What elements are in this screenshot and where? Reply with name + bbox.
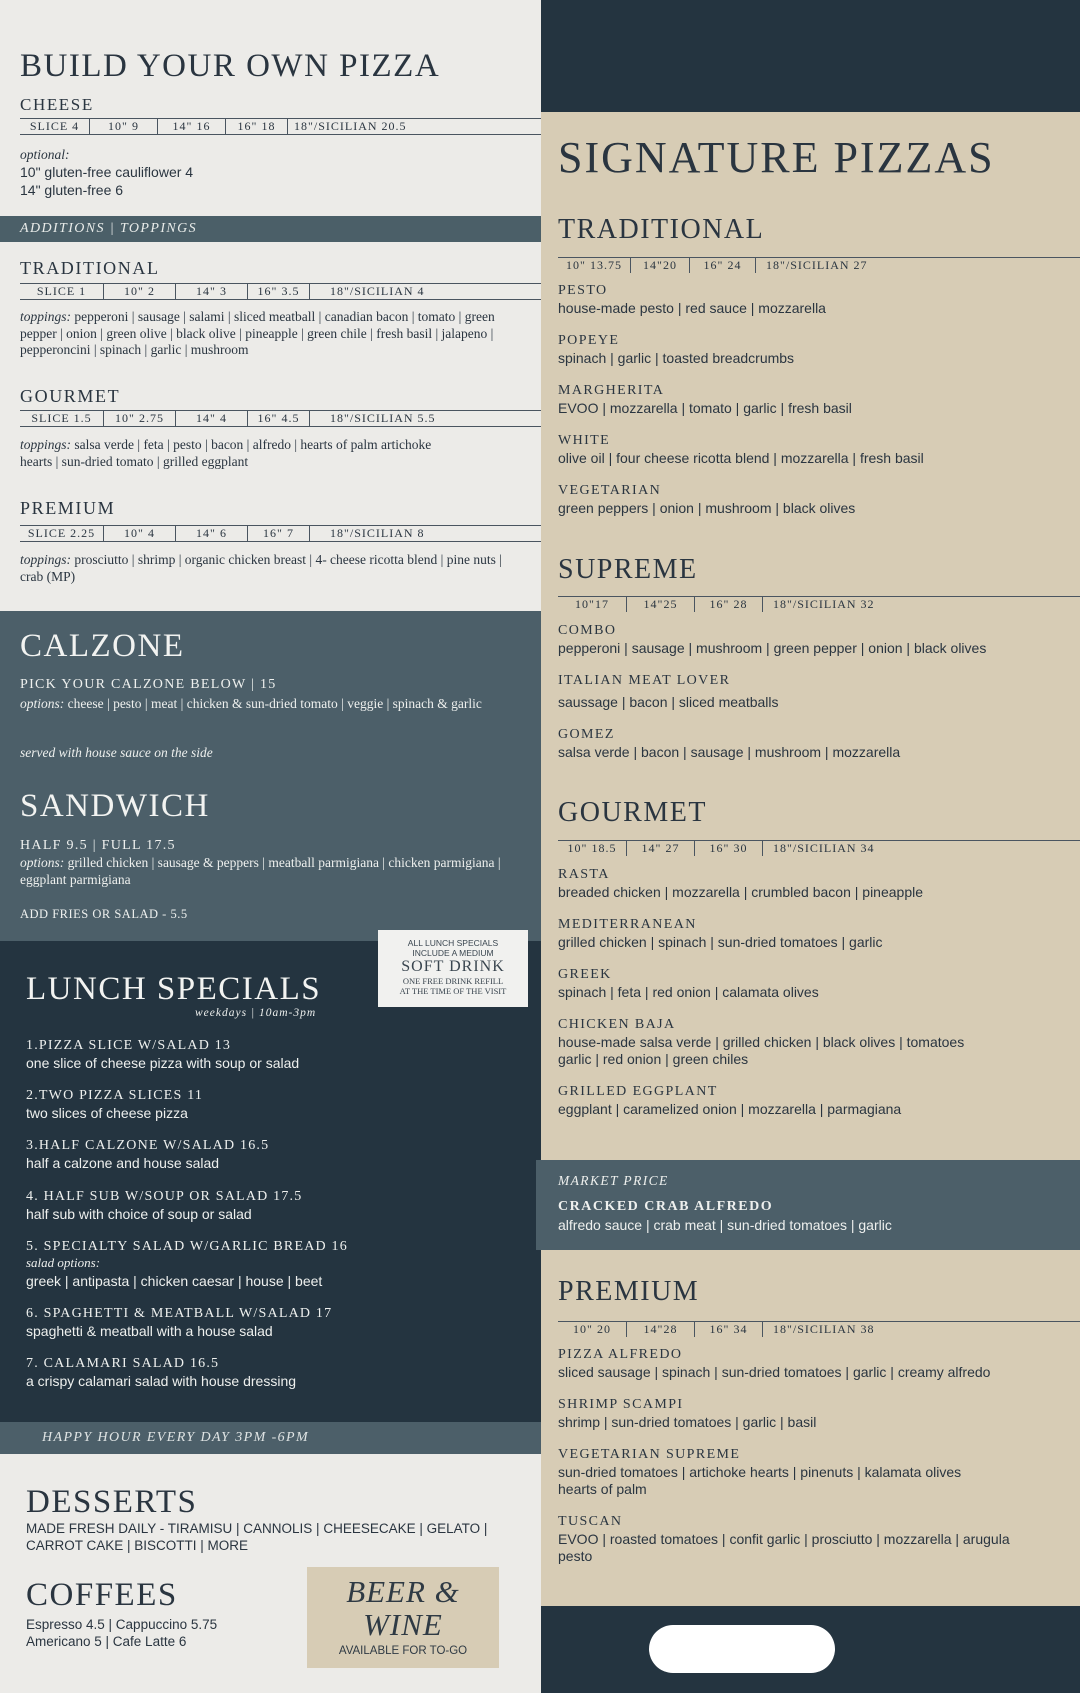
additions-bar: ADDITIONS | TOPPINGS	[0, 216, 541, 242]
sig-gourmet-label: GOURMET	[558, 797, 707, 828]
redaction-blob	[649, 1625, 835, 1673]
desserts-line: MADE FRESH DAILY - TIRAMISU | CANNOLIS | CHEESECAKE | GELATO |	[26, 1521, 488, 1536]
traditional-toppings	[20, 309, 520, 359]
gourmet-toppings	[20, 437, 450, 470]
market-item-desc: alfredo sauce | crab meat | sun-dried tomatoes | garlic	[558, 1217, 892, 1233]
price-cell: 16" 30	[695, 841, 763, 856]
pizza-desc: spinach | garlic | toasted breadcrumbs	[558, 350, 795, 366]
pizza-desc: house-made pesto | red sauce | mozzarella	[558, 300, 826, 316]
price-cell: 10" 4	[104, 526, 176, 541]
premium-price-table	[20, 525, 541, 542]
price-cell: 18"/SICILIAN 5.5	[330, 411, 436, 425]
pizza-name: VEGETARIAN	[558, 483, 662, 498]
price-cell: 16" 4.5	[248, 411, 310, 426]
build-title: BUILD YOUR OWN PIZZA	[20, 48, 441, 84]
signature-title: SIGNATURE PIZZAS	[558, 133, 995, 182]
cheese-price-table	[20, 118, 541, 135]
options-label: options:	[20, 855, 65, 870]
beer-wine-sub: AVAILABLE FOR TO-GO	[338, 1645, 468, 1657]
price-cell: 14" 27	[627, 841, 695, 856]
optional-label: optional:	[20, 147, 70, 162]
desserts-coffees-section	[0, 1454, 541, 1693]
pizza-desc: shrimp | sun-dried tomatoes | garlic | basil	[558, 1414, 817, 1430]
desserts-title: DESSERTS	[26, 1484, 198, 1520]
price-cell: 10"17	[558, 597, 627, 612]
calzone-served: served with house sauce on the side	[20, 745, 213, 760]
price-cell: 14"28	[627, 1322, 695, 1337]
sig-gourmet-prices	[558, 840, 1080, 856]
toppings-label: toppings:	[20, 552, 72, 567]
soft-drink-line: ALL LUNCH SPECIALS	[407, 938, 499, 948]
toppings-label: toppings:	[20, 437, 72, 452]
sig-traditional-prices	[558, 257, 1080, 273]
lunch-item-title: 4. HALF SUB W/SOUP OR SALAD 17.5	[26, 1189, 303, 1204]
pizza-name: TUSCAN	[558, 1514, 623, 1529]
premium-label: PREMIUM	[20, 498, 116, 518]
market-price-band	[536, 1160, 1080, 1250]
price-cell: 16" 3.5	[248, 284, 310, 299]
price-cell: 10" 20	[558, 1322, 627, 1337]
pizza-name: SHRIMP SCAMPI	[558, 1397, 684, 1412]
pizza-desc: grilled chicken | spinach | sun-dried tomatoes | garlic	[558, 934, 883, 950]
cheese-label: CHEESE	[20, 95, 94, 114]
pizza-desc: EVOO | roasted tomatoes | confit garlic | prosciutto | mozzarella | arugula	[558, 1531, 1010, 1547]
price-cell: 16" 24	[690, 258, 756, 273]
premium-toppings	[20, 552, 520, 585]
lunch-item-desc: greek | antipasta | chicken caesar | house | beet	[26, 1273, 323, 1289]
soft-drink-box	[378, 930, 528, 1007]
price-cell: 16" 34	[695, 1322, 763, 1337]
soft-drink-line: AT THE TIME OF THE VISIT	[399, 986, 507, 996]
price-cell: SLICE 1.5	[20, 411, 104, 426]
traditional-price-table	[20, 283, 541, 300]
pizza-name: GRILLED EGGPLANT	[558, 1084, 718, 1099]
toppings-text: pepperoni | sausage | salami | sliced meatball | canadian bacon | tomato | green pepper | onion | green olive | black olive | pineapple | green chile | fresh basil | jalapeno | pepperoncini | spinach | garlic | mushroom	[20, 309, 495, 357]
price-cell: 18"/SICILIAN 8	[330, 526, 425, 540]
lunch-item-title: 5. SPECIALTY SALAD W/GARLIC BREAD 16	[26, 1239, 348, 1254]
right-header-band	[541, 0, 1080, 112]
options-label: options:	[20, 696, 65, 711]
lunch-item-title: 2.TWO PIZZA SLICES 11	[26, 1088, 204, 1103]
market-label: MARKET PRICE	[558, 1173, 669, 1188]
price-cell: 14" 4	[176, 411, 248, 426]
pizza-name: RASTA	[558, 867, 610, 882]
gourmet-label: GOURMET	[20, 386, 121, 406]
pizza-desc: pepperoni | sausage | mushroom | green pepper | onion | black olives	[558, 640, 987, 656]
price-cell: 16" 18	[226, 119, 288, 134]
price-cell: 16" 28	[695, 597, 763, 612]
sig-premium-prices	[558, 1321, 1080, 1337]
lunch-hours: weekdays | 10am-3pm	[195, 1007, 317, 1019]
pizza-name: CHICKEN BAJA	[558, 1017, 676, 1032]
pizza-desc: eggplant | caramelized onion | mozzarella | parmagiana	[558, 1101, 902, 1117]
lunch-item-title: 6. SPAGHETTI & MEATBALL W/SALAD 17	[26, 1306, 333, 1321]
price-cell: SLICE 4	[20, 119, 90, 134]
pizza-name: MARGHERITA	[558, 383, 665, 398]
toppings-text: salsa verde | feta | pesto | bacon | alfredo | hearts of palm artichoke hearts | sun-dried tomato | grilled eggplant	[20, 437, 432, 469]
lunch-item-desc: half sub with choice of soup or salad	[26, 1206, 252, 1222]
pizza-desc: saussage | bacon | sliced meatballs	[558, 694, 779, 710]
pizza-desc: sliced sausage | spinach | sun-dried tomatoes | garlic | creamy alfredo	[558, 1364, 991, 1380]
lunch-item-title: 1.PIZZA SLICE W/SALAD 13	[26, 1038, 232, 1053]
lunch-item-desc: two slices of cheese pizza	[26, 1105, 188, 1121]
beer-wine-box	[307, 1567, 499, 1668]
pizza-desc: olive oil | four cheese ricotta blend | mozzarella | fresh basil	[558, 450, 924, 466]
pizza-desc: house-made salsa verde | grilled chicken | black olives | tomatoes	[558, 1034, 965, 1050]
coffees-line: Americano 5 | Cafe Latte 6	[26, 1634, 187, 1649]
beer-wine-title: BEER &	[346, 1574, 460, 1609]
price-cell: 14" 3	[176, 284, 248, 299]
pizza-desc: salsa verde | bacon | sausage | mushroom | mozzarella	[558, 744, 901, 760]
price-cell: 18"/SICILIAN 27	[766, 258, 868, 272]
right-footer-band	[541, 1606, 1080, 1693]
signature-pizzas-section	[541, 112, 1080, 1606]
pizza-name: WHITE	[558, 433, 611, 448]
optional-line: 10" gluten-free cauliflower 4	[20, 164, 194, 180]
coffees-line: Espresso 4.5 | Cappuccino 5.75	[26, 1617, 218, 1632]
price-cell: 18"/SICILIAN 20.5	[294, 119, 407, 133]
soft-drink-line: INCLUDE A MEDIUM	[412, 948, 494, 958]
pizza-desc: hearts of palm	[558, 1481, 647, 1497]
price-cell: SLICE 1	[20, 284, 104, 299]
price-cell: 18"/SICILIAN 32	[773, 597, 875, 611]
pizza-name: GREEK	[558, 967, 612, 982]
calzone-options	[20, 696, 510, 713]
optional-line: 14" gluten-free 6	[20, 182, 124, 198]
pizza-desc: pesto	[558, 1548, 593, 1564]
pizza-name: MEDITERRANEAN	[558, 917, 697, 932]
price-cell: 10" 2.75	[104, 411, 176, 426]
price-cell: 14"20	[631, 258, 690, 273]
pizza-name: VEGETARIAN SUPREME	[558, 1447, 741, 1462]
sandwich-title: SANDWICH	[20, 788, 210, 824]
calzone-title: CALZONE	[20, 628, 185, 664]
lunch-item-desc: half a calzone and house salad	[26, 1155, 220, 1171]
pizza-name: GOMEZ	[558, 727, 615, 742]
price-cell: 18"/SICILIAN 38	[773, 1322, 875, 1336]
lunch-item-desc: spaghetti & meatball with a house salad	[26, 1323, 273, 1339]
price-cell: 18"/SICILIAN 34	[773, 841, 875, 855]
price-cell: 10" 13.75	[558, 258, 631, 273]
price-cell: 10" 18.5	[558, 841, 627, 856]
options-text: cheese | pesto | meat | chicken & sun-dried tomato | veggie | spinach & garlic	[67, 696, 482, 711]
pizza-name: ITALIAN MEAT LOVER	[558, 673, 731, 688]
pizza-desc: breaded chicken | mozzarella | crumbled bacon | pineapple	[558, 884, 924, 900]
sig-supreme-prices	[558, 596, 1080, 612]
pizza-name: COMBO	[558, 623, 617, 638]
lunch-item-title: 3.HALF CALZONE W/SALAD 16.5	[26, 1138, 270, 1153]
lunch-item-desc: a crispy calamari salad with house dressing	[26, 1373, 297, 1389]
coffees-title: COFFEES	[26, 1577, 178, 1613]
sig-traditional-label: TRADITIONAL	[558, 214, 765, 245]
price-cell: 18"/SICILIAN 4	[330, 284, 425, 298]
sig-premium-label: PREMIUM	[558, 1276, 700, 1307]
lunch-item-desc: one slice of cheese pizza with soup or salad	[26, 1055, 300, 1071]
toppings-text: prosciutto | shrimp | organic chicken breast | 4- cheese ricotta blend | pine nuts | crab (MP)	[20, 552, 502, 584]
pizza-desc: green peppers | onion | mushroom | black olives	[558, 500, 856, 516]
desserts-line: CARROT CAKE | BISCOTTI | MORE	[26, 1538, 249, 1553]
gourmet-price-table	[20, 410, 541, 427]
sandwich-options	[20, 855, 510, 888]
pizza-name: PESTO	[558, 283, 608, 298]
beer-wine-title: WINE	[363, 1607, 443, 1642]
lunch-item-note: salad options:	[26, 1255, 101, 1270]
sig-supreme-label: SUPREME	[558, 554, 698, 585]
price-cell: 10" 9	[90, 119, 158, 134]
lunch-item-title: 7. CALAMARI SALAD 16.5	[26, 1356, 220, 1371]
soft-drink-line: ONE FREE DRINK REFILL	[402, 976, 504, 986]
options-text: grilled chicken | sausage & peppers | meatball parmigiana | chicken parmigiana | eggplant parmigiana	[20, 855, 501, 887]
pizza-desc: garlic | red onion | green chiles	[558, 1051, 749, 1067]
happy-hour-bar: HAPPY HOUR EVERY DAY 3PM -6PM	[0, 1422, 541, 1454]
price-cell: 14"25	[627, 597, 695, 612]
pizza-desc: EVOO | mozzarella | tomato | garlic | fresh basil	[558, 400, 852, 416]
price-cell: SLICE 2.25	[20, 526, 104, 541]
price-cell: 14" 16	[158, 119, 226, 134]
price-cell: 16" 7	[248, 526, 310, 541]
sandwich-add: ADD FRIES OR SALAD - 5.5	[20, 907, 188, 921]
calzone-pick: PICK YOUR CALZONE BELOW | 15	[20, 677, 277, 692]
lunch-specials-section	[0, 941, 541, 1422]
pizza-name: PIZZA ALFREDO	[558, 1347, 683, 1362]
calzone-sandwich-section	[0, 611, 541, 941]
traditional-label: TRADITIONAL	[20, 258, 160, 278]
market-item-name: CRACKED CRAB ALFREDO	[558, 1199, 774, 1214]
pizza-name: POPEYE	[558, 333, 620, 348]
pizza-desc: sun-dried tomatoes | artichoke hearts | pinenuts | kalamata olives	[558, 1464, 962, 1480]
price-cell: 10" 2	[104, 284, 176, 299]
toppings-label: toppings:	[20, 309, 72, 324]
lunch-title: LUNCH SPECIALS	[26, 971, 322, 1007]
price-cell: 14" 6	[176, 526, 248, 541]
soft-drink-title: SOFT DRINK	[401, 958, 505, 975]
sandwich-price: HALF 9.5 | FULL 17.5	[20, 838, 176, 853]
pizza-desc: spinach | feta | red onion | calamata olives	[558, 984, 819, 1000]
